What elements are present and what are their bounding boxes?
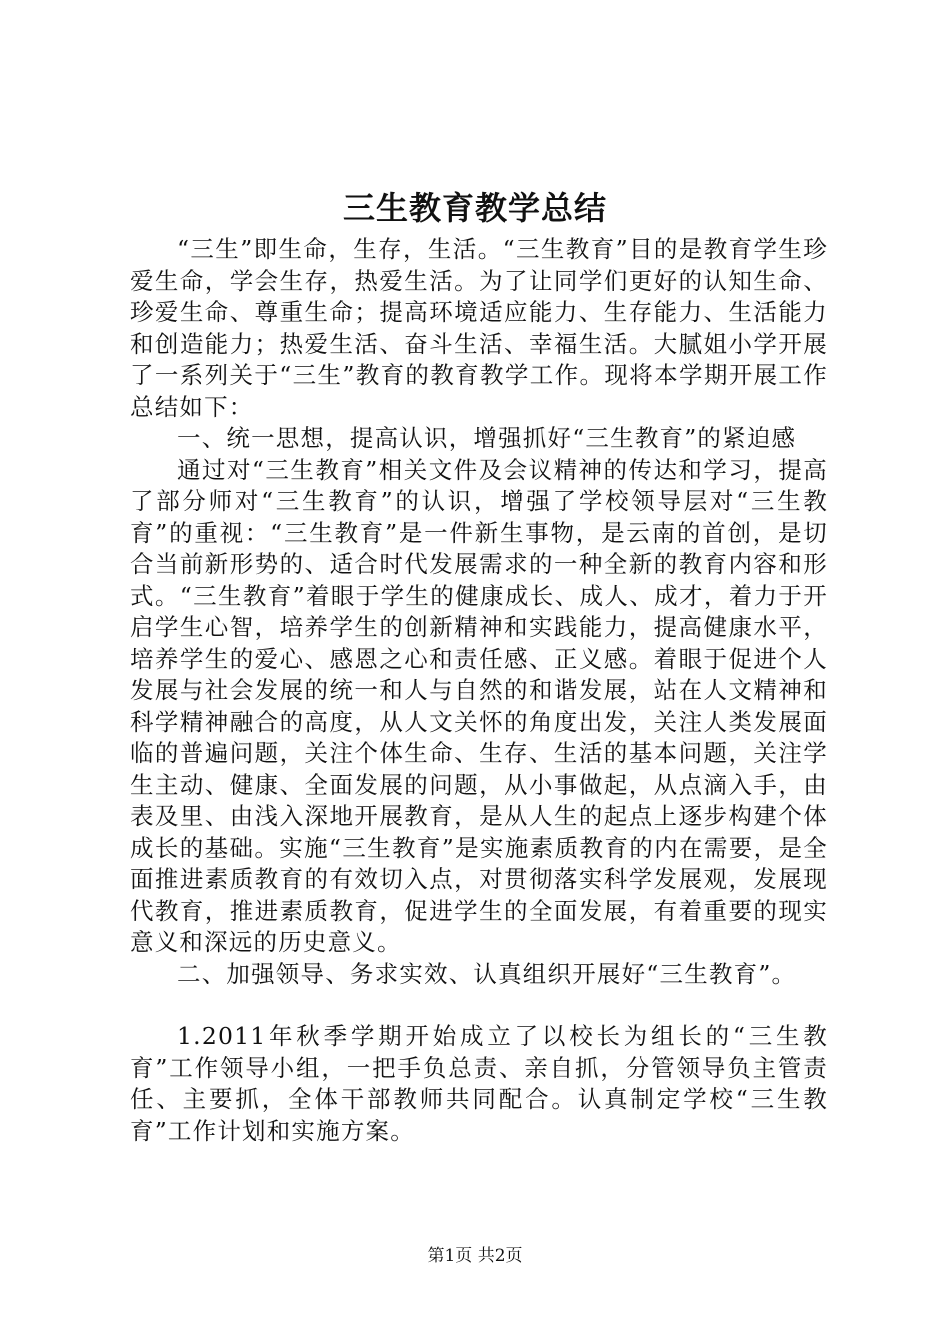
document-title: 三生教育教学总结 (342, 189, 607, 227)
section-heading-1: 一、统一思想，提高认识，增强抓好“三生教育”的紧迫感 (177, 424, 797, 452)
page-footer: 第1页 共2页 (427, 1246, 523, 1266)
paragraph-item-1: 1.2011年秋季学期开始成立了以校长为组长的“三生教育”工作领导小组，一把手负总责、亲自抓，分管领导负主管责任、主要抓，全体干部教师共同配合。认真制定学校“三生教育”工作计划和实施方案。 (130, 1022, 828, 1145)
section-heading-2: 二、加强领导、务求实效、认真组织开展好“三生教育”。 (177, 959, 797, 988)
paragraph-spacer (130, 990, 828, 1021)
paragraph-intro: “三生”即生命，生存，生活。“三生教育”目的是教育学生珍爱生命，学会生存，热爱生活。为了让同学们更好的认知生命、珍爱生命、尊重生命；提高环境适应能力、生存能力、生活能力和创造能力；热爱生活、奋斗生活、幸福生活。大腻姐小学开展了一系列关于“三生”教育的教育教学工作。现将本学期开展工作总结如下： (130, 235, 828, 421)
paragraph-section-1: 通过对“三生教育”相关文件及会议精神的传达和学习，提高了部分师对“三生教育”的认识，增强了学校领导层对“三生教育”的重视：“三生教育”是一件新生事物，是云南的首创，是切合当前新形势的、适合时代发展需求的一种全新的教育内容和形式。“三生教育”着眼于学生的健康成长、成人、成才，着力于开启学生心智，培养学生的创新精神和实践能力，提高健康水平，培养学生的爱心、感恩之心和责任感、正义感。着眼于促进个人发展与社会发展的统一和人与自然的和谐发展，站在人文精神和科学精神融合的高度，从人文关怀的角度出发，关注人类发展面临的普遍问题，关注个体生命、生存、生活的基本问题，关注学生主动、健康、全面发展的问题，从小事做起，从点滴入手，由表及里、由浅入深地开展教育，是从人生的起点上逐步构建个体成长的基础。实施“三生教育”是实施素质教育的内在需要，是全面推进素质教育的有效切入点，对贯彻落实科学发展观，发展现代教育，推进素质教育，促进学生的全面发展，有着重要的现实意义和深远的历史意义。 (130, 455, 828, 956)
document-body (130, 234, 828, 1147)
